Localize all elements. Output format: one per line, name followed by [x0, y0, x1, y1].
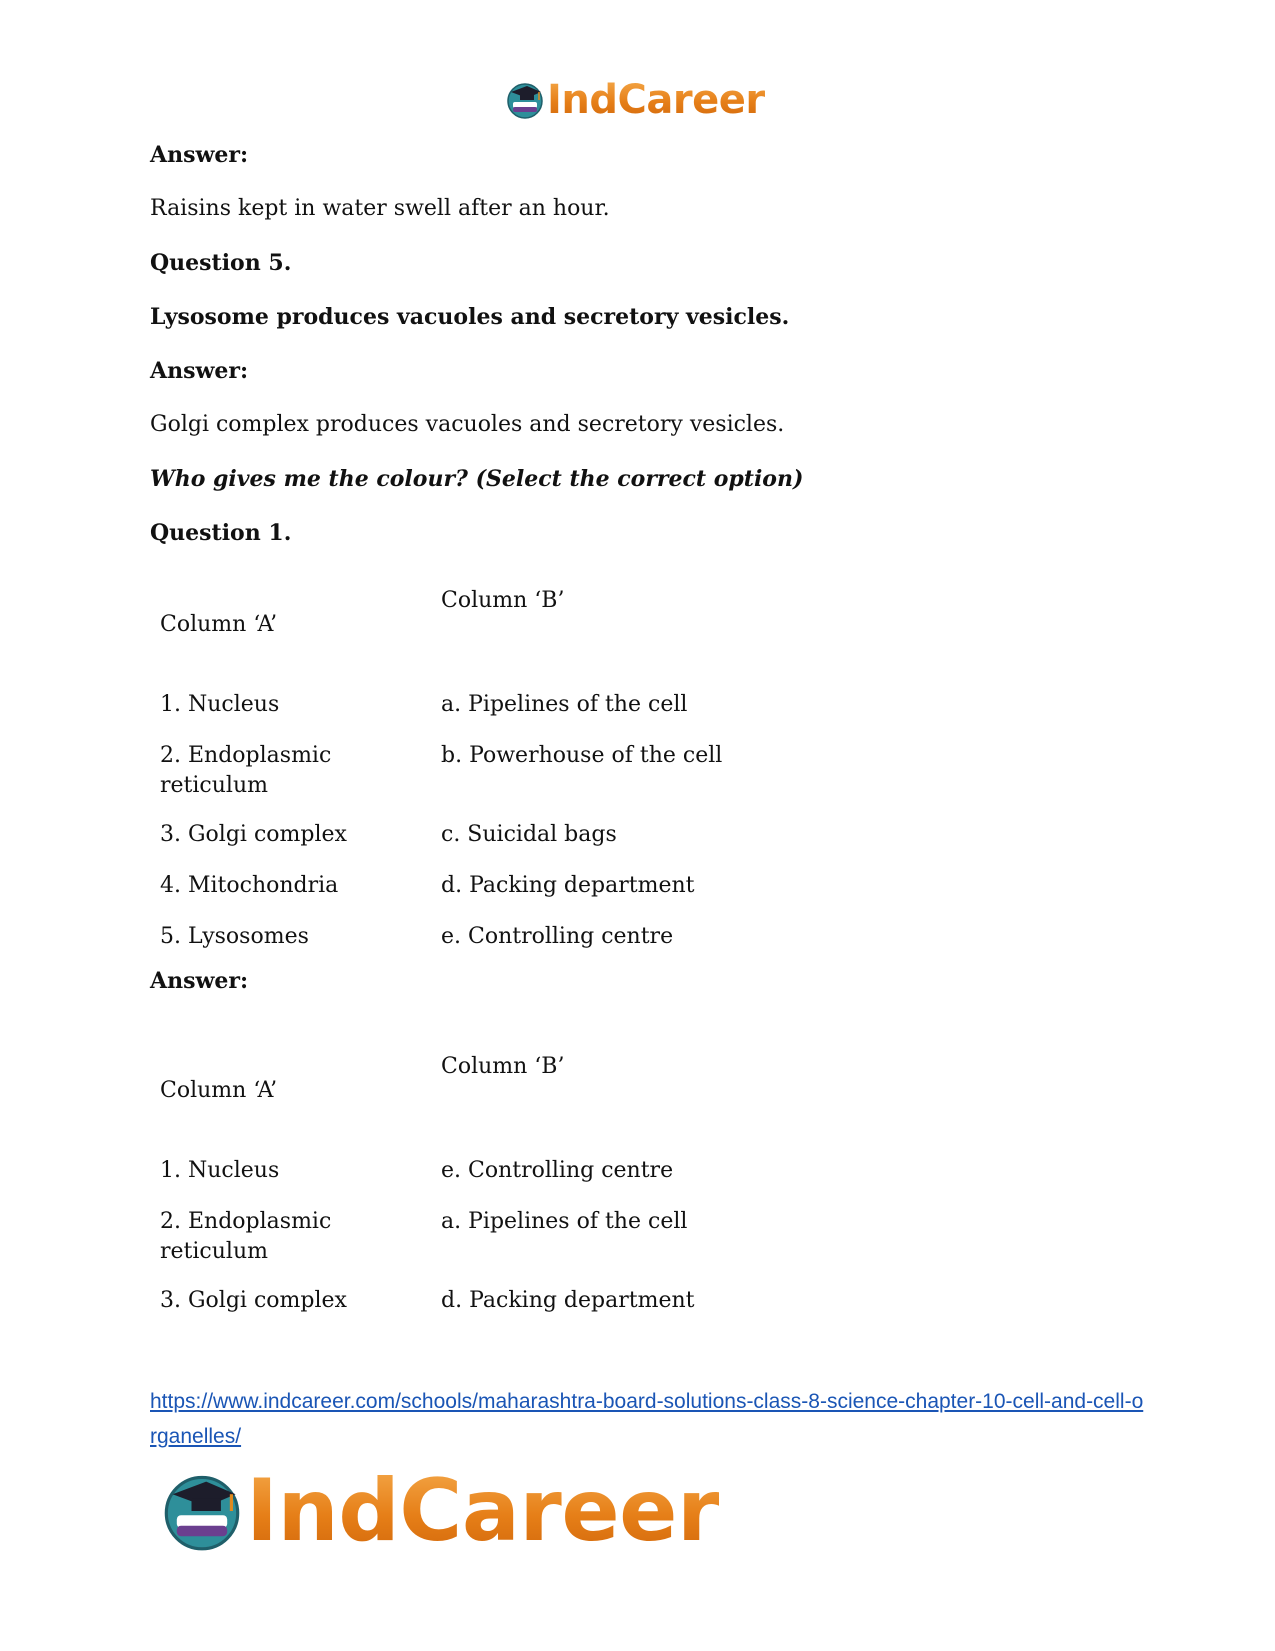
table-header-row [160, 586, 801, 690]
answer-label: Answer: [150, 142, 249, 168]
column-a-cell: 3. Golgi complex [160, 822, 347, 847]
answer-label: Answer: [150, 358, 249, 384]
column-b-cell: d. Packing department [441, 873, 695, 898]
table-row [160, 871, 801, 922]
answer-match-table [160, 1052, 801, 1316]
table-row [160, 922, 801, 952]
table-row [160, 1286, 801, 1316]
column-a-header: Column ‘A’ [160, 612, 278, 637]
column-b-cell: e. Controlling centre [441, 1158, 674, 1183]
table-row [160, 741, 801, 820]
section-heading: Who gives me the colour? (Select the correct option) [150, 466, 804, 492]
question-text: Lysosome produces vacuoles and secretory vesicles. [150, 304, 790, 330]
column-a-cell: 2. Endoplasmic reticulum [160, 743, 332, 798]
question-match-table [160, 586, 801, 952]
logo-wordmark: IndCareer [246, 1461, 719, 1561]
table-row [160, 1156, 801, 1207]
graduation-cap-book-globe-icon [160, 1469, 244, 1553]
column-a-header: Column ‘A’ [160, 1078, 278, 1103]
column-a-cell: 3. Golgi complex [160, 1288, 347, 1313]
answer-text: Golgi complex produces vacuoles and secretory vesicles. [150, 412, 785, 437]
column-b-cell: c. Suicidal bags [441, 822, 617, 847]
column-a-cell: 2. Endoplasmic reticulum [160, 1209, 332, 1264]
column-a-cell: 4. Mitochondria [160, 873, 339, 898]
column-b-cell: e. Controlling centre [441, 924, 674, 949]
table-header-row [160, 1052, 801, 1156]
table-row [160, 690, 801, 741]
column-b-cell: d. Packing department [441, 1288, 695, 1313]
logo-wordmark: IndCareer [547, 77, 765, 123]
column-b-header: Column ‘B’ [441, 1054, 565, 1079]
column-a-cell: 1. Nucleus [160, 1158, 280, 1183]
graduation-cap-book-globe-icon [505, 80, 545, 120]
column-a-cell: 5. Lysosomes [160, 924, 309, 949]
question-label: Question 1. [150, 520, 292, 546]
answer-label: Answer: [150, 968, 249, 994]
column-b-cell: b. Powerhouse of the cell [441, 743, 723, 768]
source-link[interactable]: https://www.indcareer.com/schools/maharashtra-board-solutions-class-8-science-chapter-10-cell-and-cell-organelles/ [150, 1390, 1144, 1448]
table-row [160, 1207, 801, 1286]
header-logo [505, 77, 765, 123]
column-b-header: Column ‘B’ [441, 588, 565, 613]
column-b-cell: a. Pipelines of the cell [441, 1209, 688, 1234]
answer-text: Raisins kept in water swell after an hour. [150, 196, 610, 221]
column-a-cell: 1. Nucleus [160, 692, 280, 717]
footer-logo [160, 1461, 719, 1561]
column-b-cell: a. Pipelines of the cell [441, 692, 688, 717]
table-row [160, 820, 801, 871]
question-label: Question 5. [150, 250, 292, 276]
